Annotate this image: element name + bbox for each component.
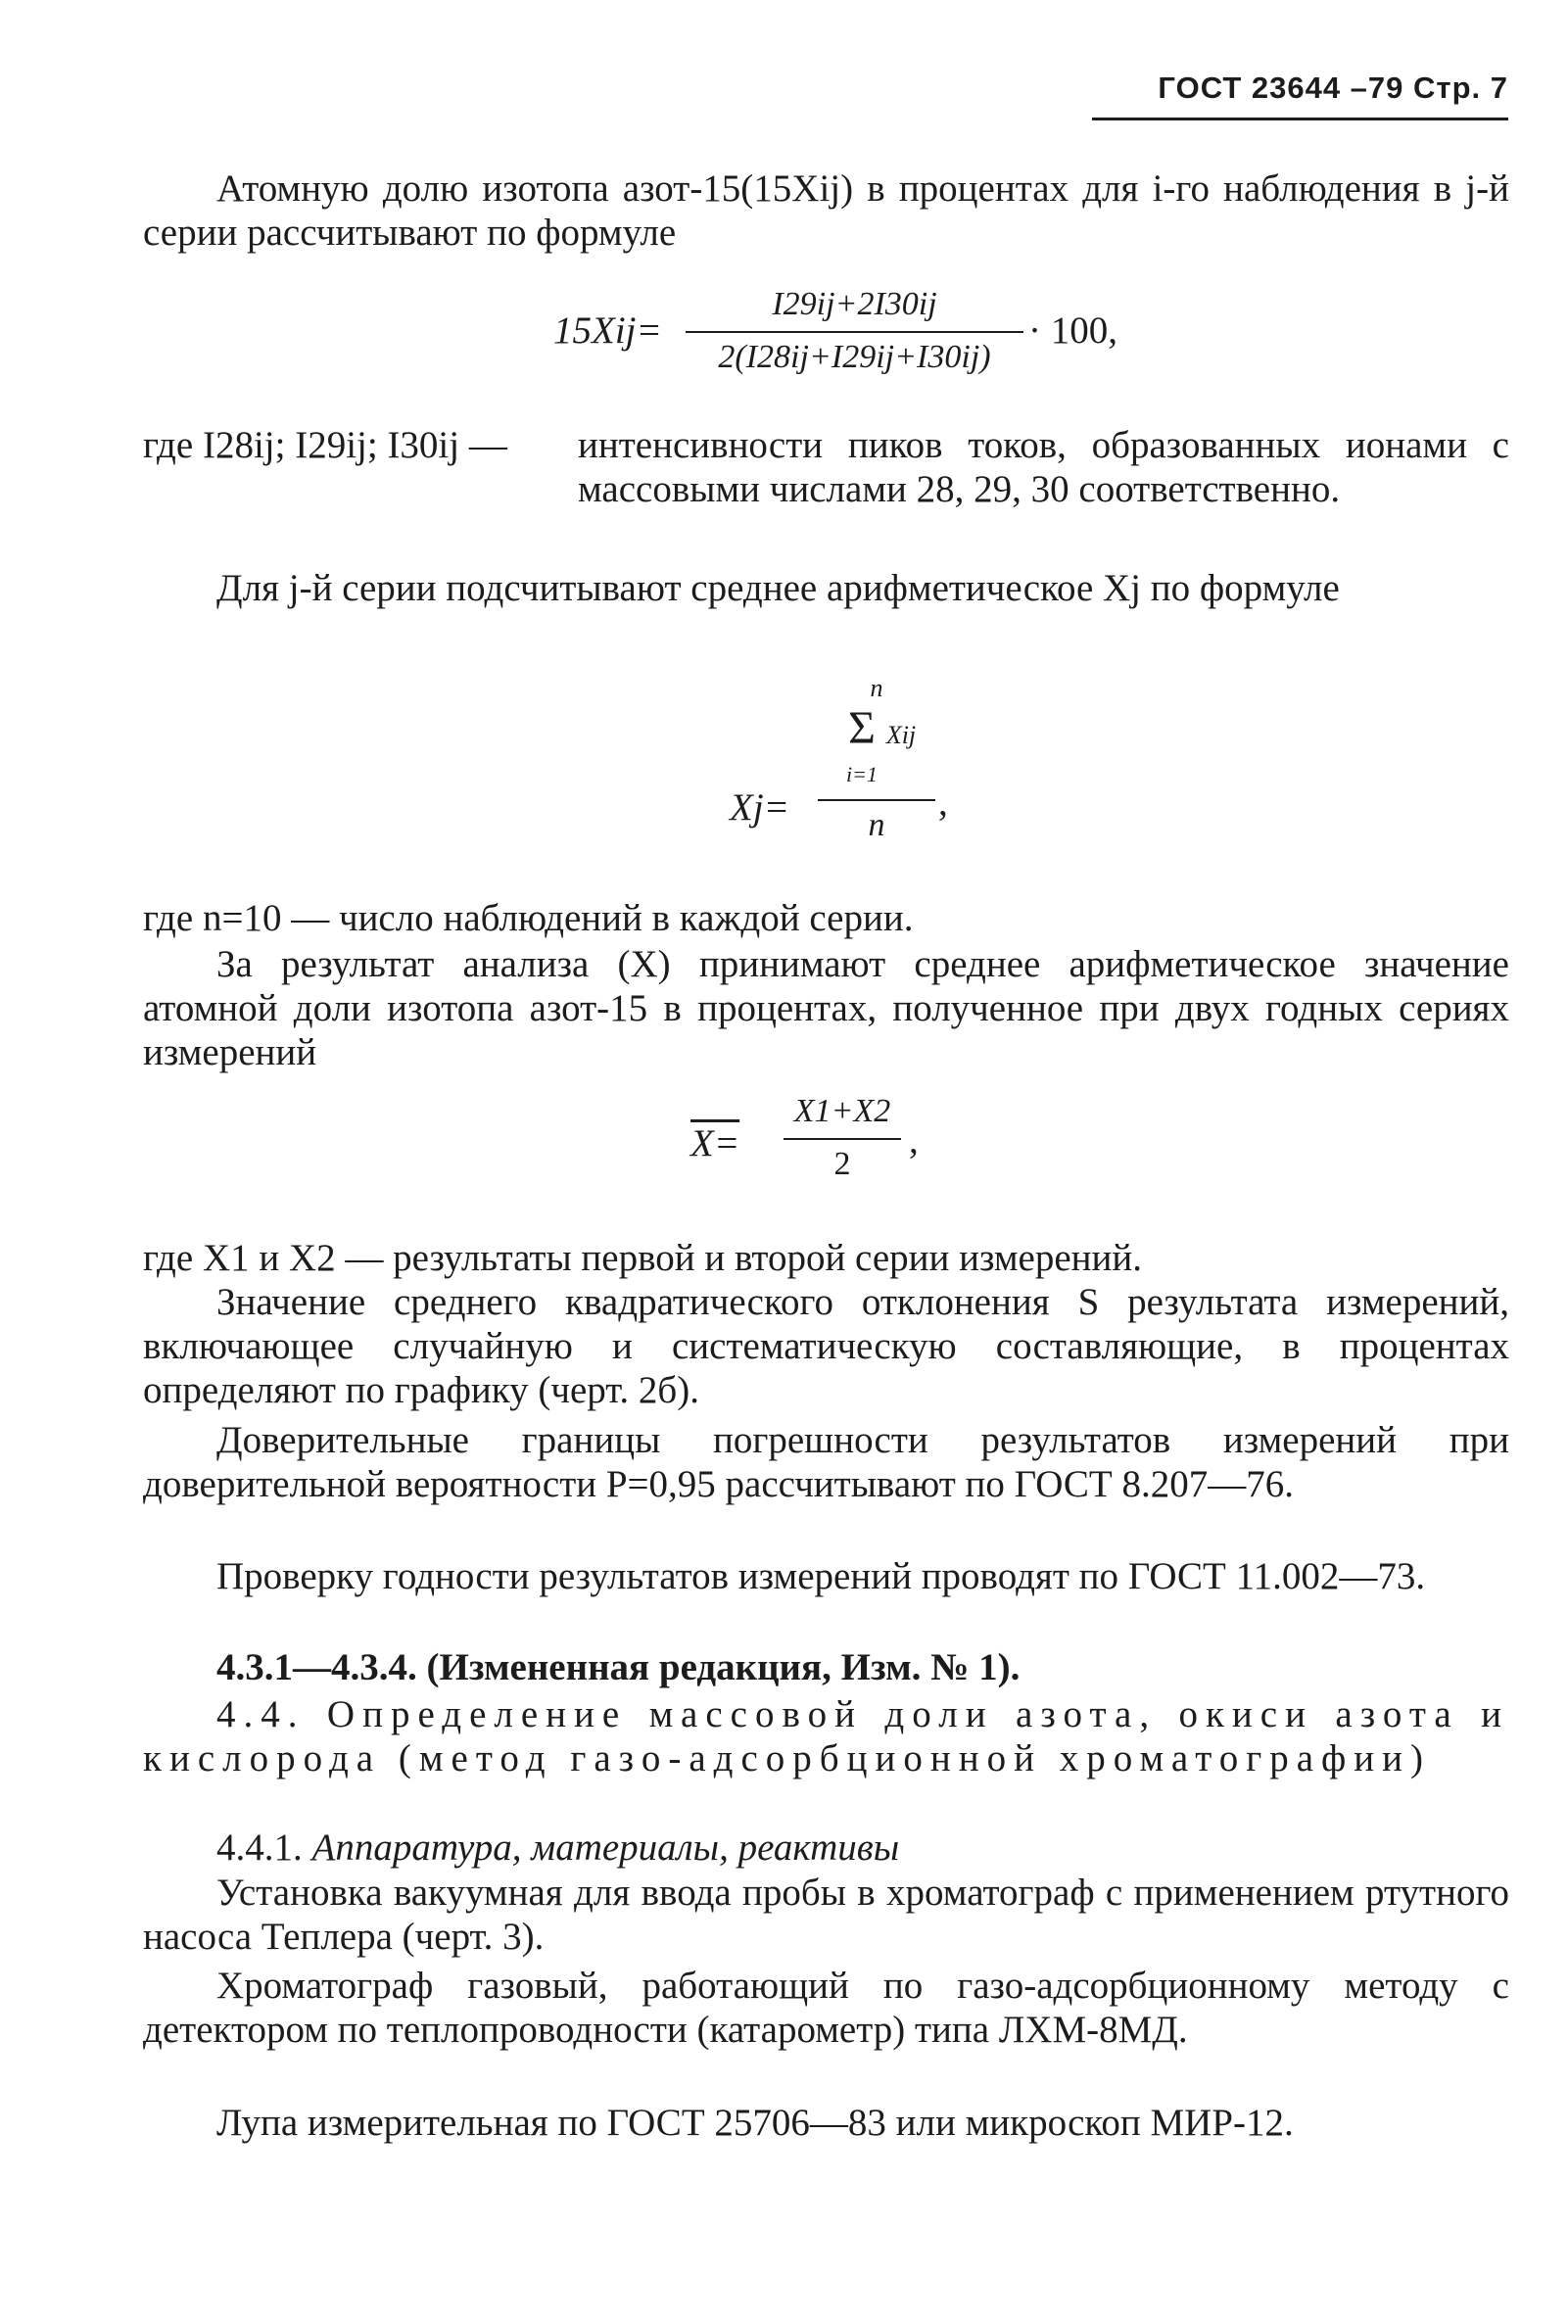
paragraph-magnifier: Лупа измерительная по ГОСТ 25706—83 или микроскоп МИР-12. [216, 2102, 1294, 2144]
paragraph-std-deviation: Значение среднего квадратического отклонения S результата измерений, включающее случайную и систематическую составляющие, в процентах определяют по графику (черт. 2б). [143, 1281, 1509, 1411]
paragraph-vacuum-unit: Установка вакуумная для ввода пробы в хроматограф с применением ртутного насоса Теплера (черт. 3). [143, 1872, 1509, 1958]
section-heading-4-4: 4.4. Определение массовой доли азота, окиси азота и кислорода (метод газо-адсорбционной хроматографии) [143, 1693, 1509, 1779]
formula1-lhs: 15Xij= [553, 309, 662, 352]
formula1-bar [686, 331, 1023, 333]
formula3-numerator: X1+X2 [793, 1093, 891, 1129]
running-head: ГОСТ 23644 –79 Стр. 7 [1158, 71, 1508, 105]
formula1-fraction [686, 288, 1023, 386]
paragraph-isotope-fraction: Атомную долю изотопа азот-15(15Xij) в процентах для i-го наблюдения в j-й серии рассчитывают по формуле [143, 167, 1509, 254]
formula2-upper-limit: n [870, 674, 883, 702]
formula2-summand: Xij [885, 721, 917, 749]
formula3-lhs: X= [690, 1122, 740, 1164]
header-rule [1092, 118, 1508, 120]
subsection-4-4-1 [143, 1826, 1509, 1870]
formula2-sum-sign: Σ [848, 702, 876, 754]
formula3-fraction [784, 1095, 901, 1193]
paragraph-amendment: 4.3.1—4.3.4. (Измененная редакция, Изм. № 1). [216, 1646, 1021, 1688]
formula3-denominator: 2 [833, 1146, 851, 1182]
where-intensities-lead: где I28ij; I29ij; I30ij — [143, 424, 507, 466]
formula2-fraction [818, 676, 935, 862]
subsection-number: 4.4.1. [216, 1826, 303, 1869]
paragraph-confidence-limits: Доверительные границы погрешности результатов измерений при доверительной вероятности P=0,95 рассчитывают по ГОСТ 8.207—76. [143, 1419, 1509, 1505]
formula3-tail: , [909, 1119, 919, 1162]
formula3-bar [784, 1138, 901, 1140]
subsection-title: Аппаратура, материалы, реактивы [311, 1826, 900, 1869]
where-series-results: где X1 и X2 — результаты первой и второй серии измерений. [143, 1237, 1143, 1279]
paragraph-series-mean: Для j-й серии подсчитывают среднее арифметическое Xj по формуле [216, 567, 1340, 609]
paragraph-chromatograph: Хроматограф газовый, работающий по газо-адсорбционному методу с детектором по теплопроводности (катарометр) типа ЛХМ-8МД. [143, 1965, 1509, 2051]
formula2-lower-limit: i=1 [846, 762, 878, 786]
formula2-tail: , [938, 782, 948, 824]
paragraph-validity-check: Проверку годности результатов измерений проводят по ГОСТ 11.002—73. [216, 1555, 1426, 1597]
where-intensities-text: интенсивности пиков токов, образованных ионами с массовыми числами 28, 29, 30 соответственно. [578, 424, 1509, 510]
formula1-tail: · 100, [1028, 309, 1117, 352]
formula1-numerator: I29ij+2I30ij [772, 286, 937, 322]
formula2-bar [818, 799, 935, 801]
formula2-lhs: Xj= [730, 786, 789, 829]
formula2-denominator: n [868, 807, 885, 843]
where-observations: где n=10 — число наблюдений в каждой серии. [143, 897, 914, 939]
paragraph-analysis-result: За результат анализа (X) принимают среднее арифметическое значение атомной доли изотопа азот-15 в процентах, полученное при двух годных сериях измерений [143, 943, 1509, 1073]
formula1-denominator: 2(I28ij+I29ij+I30ij) [718, 339, 991, 375]
